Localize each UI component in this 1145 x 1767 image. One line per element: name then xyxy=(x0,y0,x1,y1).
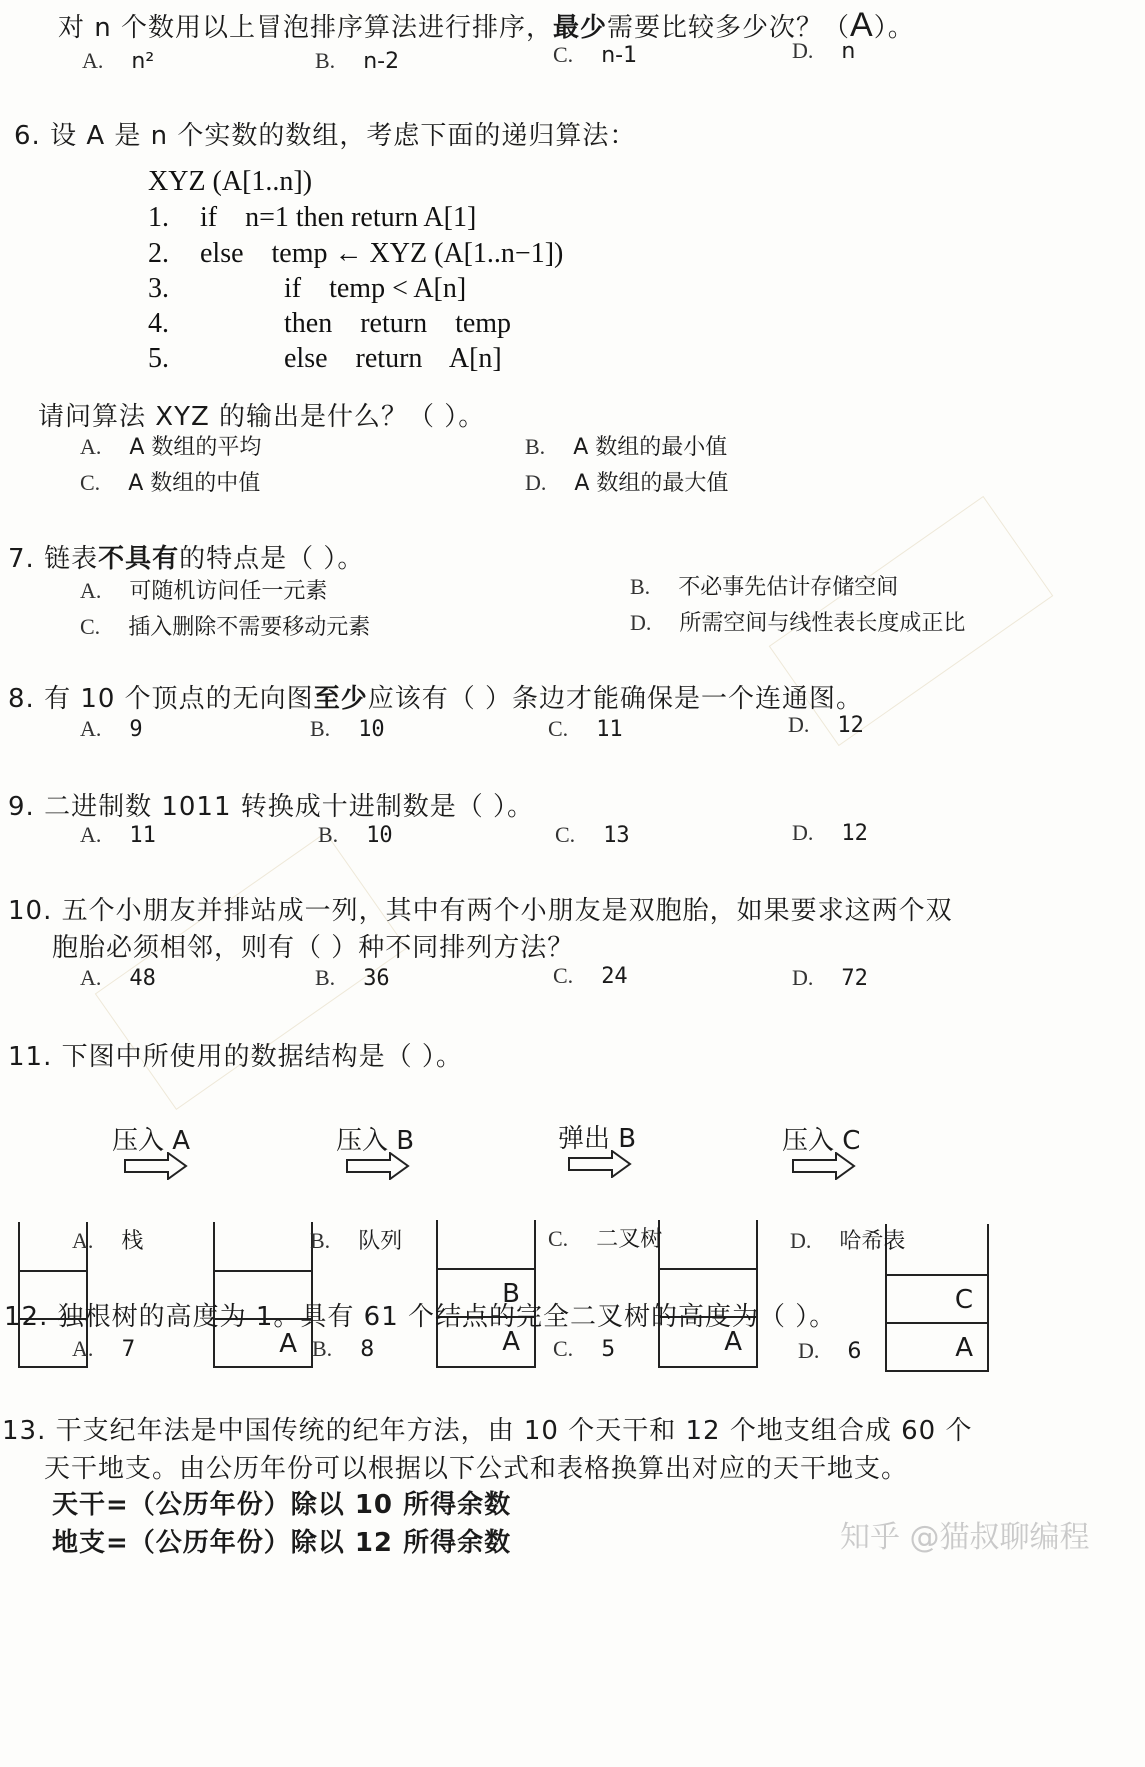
stack-cell: B xyxy=(438,1268,534,1316)
option-label: D. xyxy=(788,712,810,737)
q13-stem-line1: 13. 干支纪年法是中国传统的纪年方法，由 10 个天干和 12 个地支组合成 60 个 xyxy=(2,1416,973,1446)
option-label: A. xyxy=(80,822,102,847)
q5-option-c[interactable] xyxy=(553,42,637,68)
q12-option-b[interactable] xyxy=(312,1336,374,1362)
code-line-1 xyxy=(148,202,476,234)
option-label: C. xyxy=(80,614,101,639)
q11-option-c[interactable] xyxy=(548,1222,662,1253)
option-text: n xyxy=(841,39,856,64)
option-label: C. xyxy=(548,716,569,741)
option-label: A. xyxy=(80,716,102,741)
q11-stem: 11. 下图中所使用的数据结构是（ ）。 xyxy=(8,1042,463,1072)
q12-option-c[interactable] xyxy=(553,1336,615,1362)
code-line-4 xyxy=(148,308,511,340)
q5-stem-text: 对 n 个数用以上冒泡排序算法进行排序， xyxy=(58,13,554,43)
watermark: 知乎 @猫叔聊编程 xyxy=(840,1520,1090,1555)
option-text: 插入删除不需要移动元素 xyxy=(128,615,371,640)
q10-option-a[interactable] xyxy=(80,965,156,991)
q7-option-d[interactable] xyxy=(630,606,965,637)
option-label: D. xyxy=(792,820,814,845)
option-text: 12 xyxy=(841,821,868,846)
option-text: 栈 xyxy=(121,1229,144,1254)
code-line-3 xyxy=(148,273,466,305)
q13-stem-line2: 天干地支。由公历年份可以根据以下公式和表格换算出对应的天干地支。 xyxy=(44,1454,909,1484)
q7-option-a[interactable] xyxy=(80,574,327,605)
code-text: else temp ← XYZ (A[1..n−1]) xyxy=(200,238,564,269)
arrow-label-pop-b: 弹出 B xyxy=(558,1124,637,1154)
code-text: if temp < A[n] xyxy=(200,273,467,304)
question-number: 7. xyxy=(8,544,35,574)
line-number: 4. xyxy=(148,308,169,339)
q9-option-c[interactable] xyxy=(555,822,630,848)
option-label: C. xyxy=(553,1336,574,1361)
option-label: A. xyxy=(80,434,102,459)
code-text: then return temp xyxy=(200,308,512,339)
q10-option-c[interactable] xyxy=(553,963,628,989)
option-label: C. xyxy=(548,1226,569,1251)
line-number: 5. xyxy=(148,343,169,374)
option-label: B. xyxy=(315,48,336,73)
option-text: 8 xyxy=(360,1337,375,1362)
option-label: A. xyxy=(72,1228,94,1253)
option-label: B. xyxy=(312,1336,333,1361)
q5-stem xyxy=(58,6,915,45)
option-text: 24 xyxy=(601,964,628,989)
option-text: 可随机访问任一元素 xyxy=(129,579,328,604)
handwritten-answer: A xyxy=(850,6,874,44)
option-text: n-2 xyxy=(363,49,400,74)
option-label: C. xyxy=(555,822,576,847)
option-text: 11 xyxy=(596,717,623,742)
option-text: 哈希表 xyxy=(839,1229,906,1254)
stack-state-3 xyxy=(436,1220,536,1368)
q9-option-d[interactable] xyxy=(792,820,868,846)
right-arrow-icon xyxy=(568,1150,632,1178)
option-text: 48 xyxy=(129,966,156,991)
option-label: A. xyxy=(80,578,102,603)
q6-stem: 6. 设 A 是 n 个实数的数组，考虑下面的递归算法： xyxy=(14,121,637,151)
option-label: D. xyxy=(525,470,547,495)
q8-option-a[interactable] xyxy=(80,716,143,742)
option-label: B. xyxy=(310,1228,331,1253)
q8-option-b[interactable] xyxy=(310,716,385,742)
q11-option-b[interactable] xyxy=(310,1224,402,1255)
option-label: B. xyxy=(525,434,546,459)
right-arrow-icon xyxy=(346,1152,410,1180)
option-text: 队列 xyxy=(358,1229,403,1254)
q6-option-d[interactable] xyxy=(525,466,728,497)
q12-option-a[interactable] xyxy=(72,1336,135,1362)
option-text: n-1 xyxy=(601,43,638,68)
option-label: B. xyxy=(318,822,339,847)
q7-option-c[interactable] xyxy=(80,610,370,641)
right-arrow-icon xyxy=(124,1152,188,1180)
q5-stem-bold: 最少 xyxy=(553,13,608,43)
code-line-2 xyxy=(148,238,563,270)
q5-stem-text-2: 需要比较多少次？（ xyxy=(607,13,851,43)
option-label: D. xyxy=(792,38,814,63)
code-line-5 xyxy=(148,343,502,375)
option-text: 不必事先估计存储空间 xyxy=(678,575,899,600)
q10-option-d[interactable] xyxy=(792,965,868,991)
option-label: D. xyxy=(790,1228,812,1253)
q10-stem-line1: 10. 五个小朋友并排站成一列，其中有两个小朋友是双胞胎，如果要求这两个双 xyxy=(8,896,953,926)
option-text: 11 xyxy=(129,823,156,848)
option-text: 所需空间与线性表长度成正比 xyxy=(679,611,966,636)
arrow-label-push-c: 压入 C xyxy=(782,1126,861,1156)
right-arrow-icon xyxy=(792,1152,856,1180)
option-label: A. xyxy=(72,1336,94,1361)
option-label: C. xyxy=(553,963,574,988)
option-label: B. xyxy=(315,965,336,990)
line-number: 2. xyxy=(148,238,169,269)
stack-cell: C xyxy=(887,1274,987,1322)
q11-option-d[interactable] xyxy=(790,1224,905,1255)
q7-stem-text-2: 的特点是（ ）。 xyxy=(179,544,365,574)
option-text: 13 xyxy=(603,823,630,848)
option-label: B. xyxy=(310,716,331,741)
option-text: 10 xyxy=(366,823,393,848)
q12-option-d[interactable] xyxy=(798,1338,861,1364)
option-label: A. xyxy=(80,965,102,990)
q12-stem: 12. 独根树的高度为 1。具有 61 个结点的完全二叉树的高度为（ ）。 xyxy=(4,1302,837,1332)
q8-stem-text-2: 应该有（ ）条边才能确保是一个连通图。 xyxy=(367,684,863,714)
option-text: 6 xyxy=(847,1339,862,1364)
option-text: n² xyxy=(131,49,155,74)
option-text: 12 xyxy=(837,713,864,738)
q10-stem-line2: 胞胎必须相邻，则有（ ）种不同排列方法？ xyxy=(52,933,575,963)
q8-option-d[interactable] xyxy=(788,712,864,738)
q9-option-a[interactable] xyxy=(80,822,156,848)
option-label: A. xyxy=(82,48,104,73)
stack-state-2 xyxy=(213,1222,313,1368)
q6-question: 请问算法 XYZ 的输出是什么？（ ）。 xyxy=(38,402,486,432)
option-text: 36 xyxy=(363,966,390,991)
code-header: XYZ (A[1..n]) xyxy=(148,166,313,197)
line-number: 3. xyxy=(148,273,169,304)
code-text: if n=1 then return A[1] xyxy=(200,202,477,233)
q5-option-d[interactable] xyxy=(792,38,855,64)
q10-option-b[interactable] xyxy=(315,965,390,991)
q11-option-a[interactable] xyxy=(72,1224,143,1255)
formula-dizhi: 地支=（公历年份）除以 12 所得余数 xyxy=(52,1528,512,1558)
option-label: B. xyxy=(630,574,651,599)
q8-stem xyxy=(8,678,863,715)
q5-option-a[interactable] xyxy=(82,48,154,74)
code-text: else return A[n] xyxy=(200,343,502,374)
option-text: 9 xyxy=(129,717,143,742)
option-text: A 数组的最大值 xyxy=(574,471,729,496)
q7-stem xyxy=(8,538,364,575)
option-label: D. xyxy=(630,610,652,635)
stack-cell: A xyxy=(660,1316,756,1364)
option-label: C. xyxy=(80,470,101,495)
formula-tiangan: 天干=（公历年份）除以 10 所得余数 xyxy=(52,1490,512,1520)
q8-stem-bold: 至少 xyxy=(313,684,368,714)
q9-stem: 9. 二进制数 1011 转换成十进制数是（ ）。 xyxy=(8,792,535,822)
option-text: 7 xyxy=(121,1337,136,1362)
option-label: D. xyxy=(798,1338,820,1363)
option-text: 72 xyxy=(841,966,868,991)
q7-stem-text: 链表 xyxy=(44,544,99,574)
q8-option-c[interactable] xyxy=(548,716,623,742)
q7-option-b[interactable] xyxy=(630,570,898,601)
q6-option-c[interactable] xyxy=(80,466,260,497)
arrow-label-push-b: 压入 B xyxy=(336,1126,415,1156)
option-text: A 数组的最小值 xyxy=(573,435,728,460)
q5-stem-end: ）。 xyxy=(873,13,915,43)
stack-cell: A xyxy=(887,1322,987,1370)
option-text: 二叉树 xyxy=(596,1227,663,1252)
line-number: 1. xyxy=(148,202,169,233)
q6-option-b[interactable] xyxy=(525,430,727,461)
stack-cell xyxy=(438,1220,534,1270)
q6-option-a[interactable] xyxy=(80,430,261,461)
stack-cell: A xyxy=(215,1318,311,1366)
q8-stem-text: 8. 有 10 个顶点的无向图 xyxy=(8,684,314,714)
option-text: 10 xyxy=(358,717,385,742)
arrow-label-push-a: 压入 A xyxy=(112,1126,191,1156)
option-label: D. xyxy=(792,965,814,990)
stack-cell: A xyxy=(438,1316,534,1364)
option-text: A 数组的平均 xyxy=(129,435,262,460)
q5-option-b[interactable] xyxy=(315,48,399,74)
option-text: 5 xyxy=(601,1337,616,1362)
q9-option-b[interactable] xyxy=(318,822,393,848)
q7-stem-bold: 不具有 xyxy=(98,544,180,574)
stack-state-4 xyxy=(658,1220,758,1368)
option-label: C. xyxy=(553,42,574,67)
option-text: A 数组的中值 xyxy=(128,471,261,496)
